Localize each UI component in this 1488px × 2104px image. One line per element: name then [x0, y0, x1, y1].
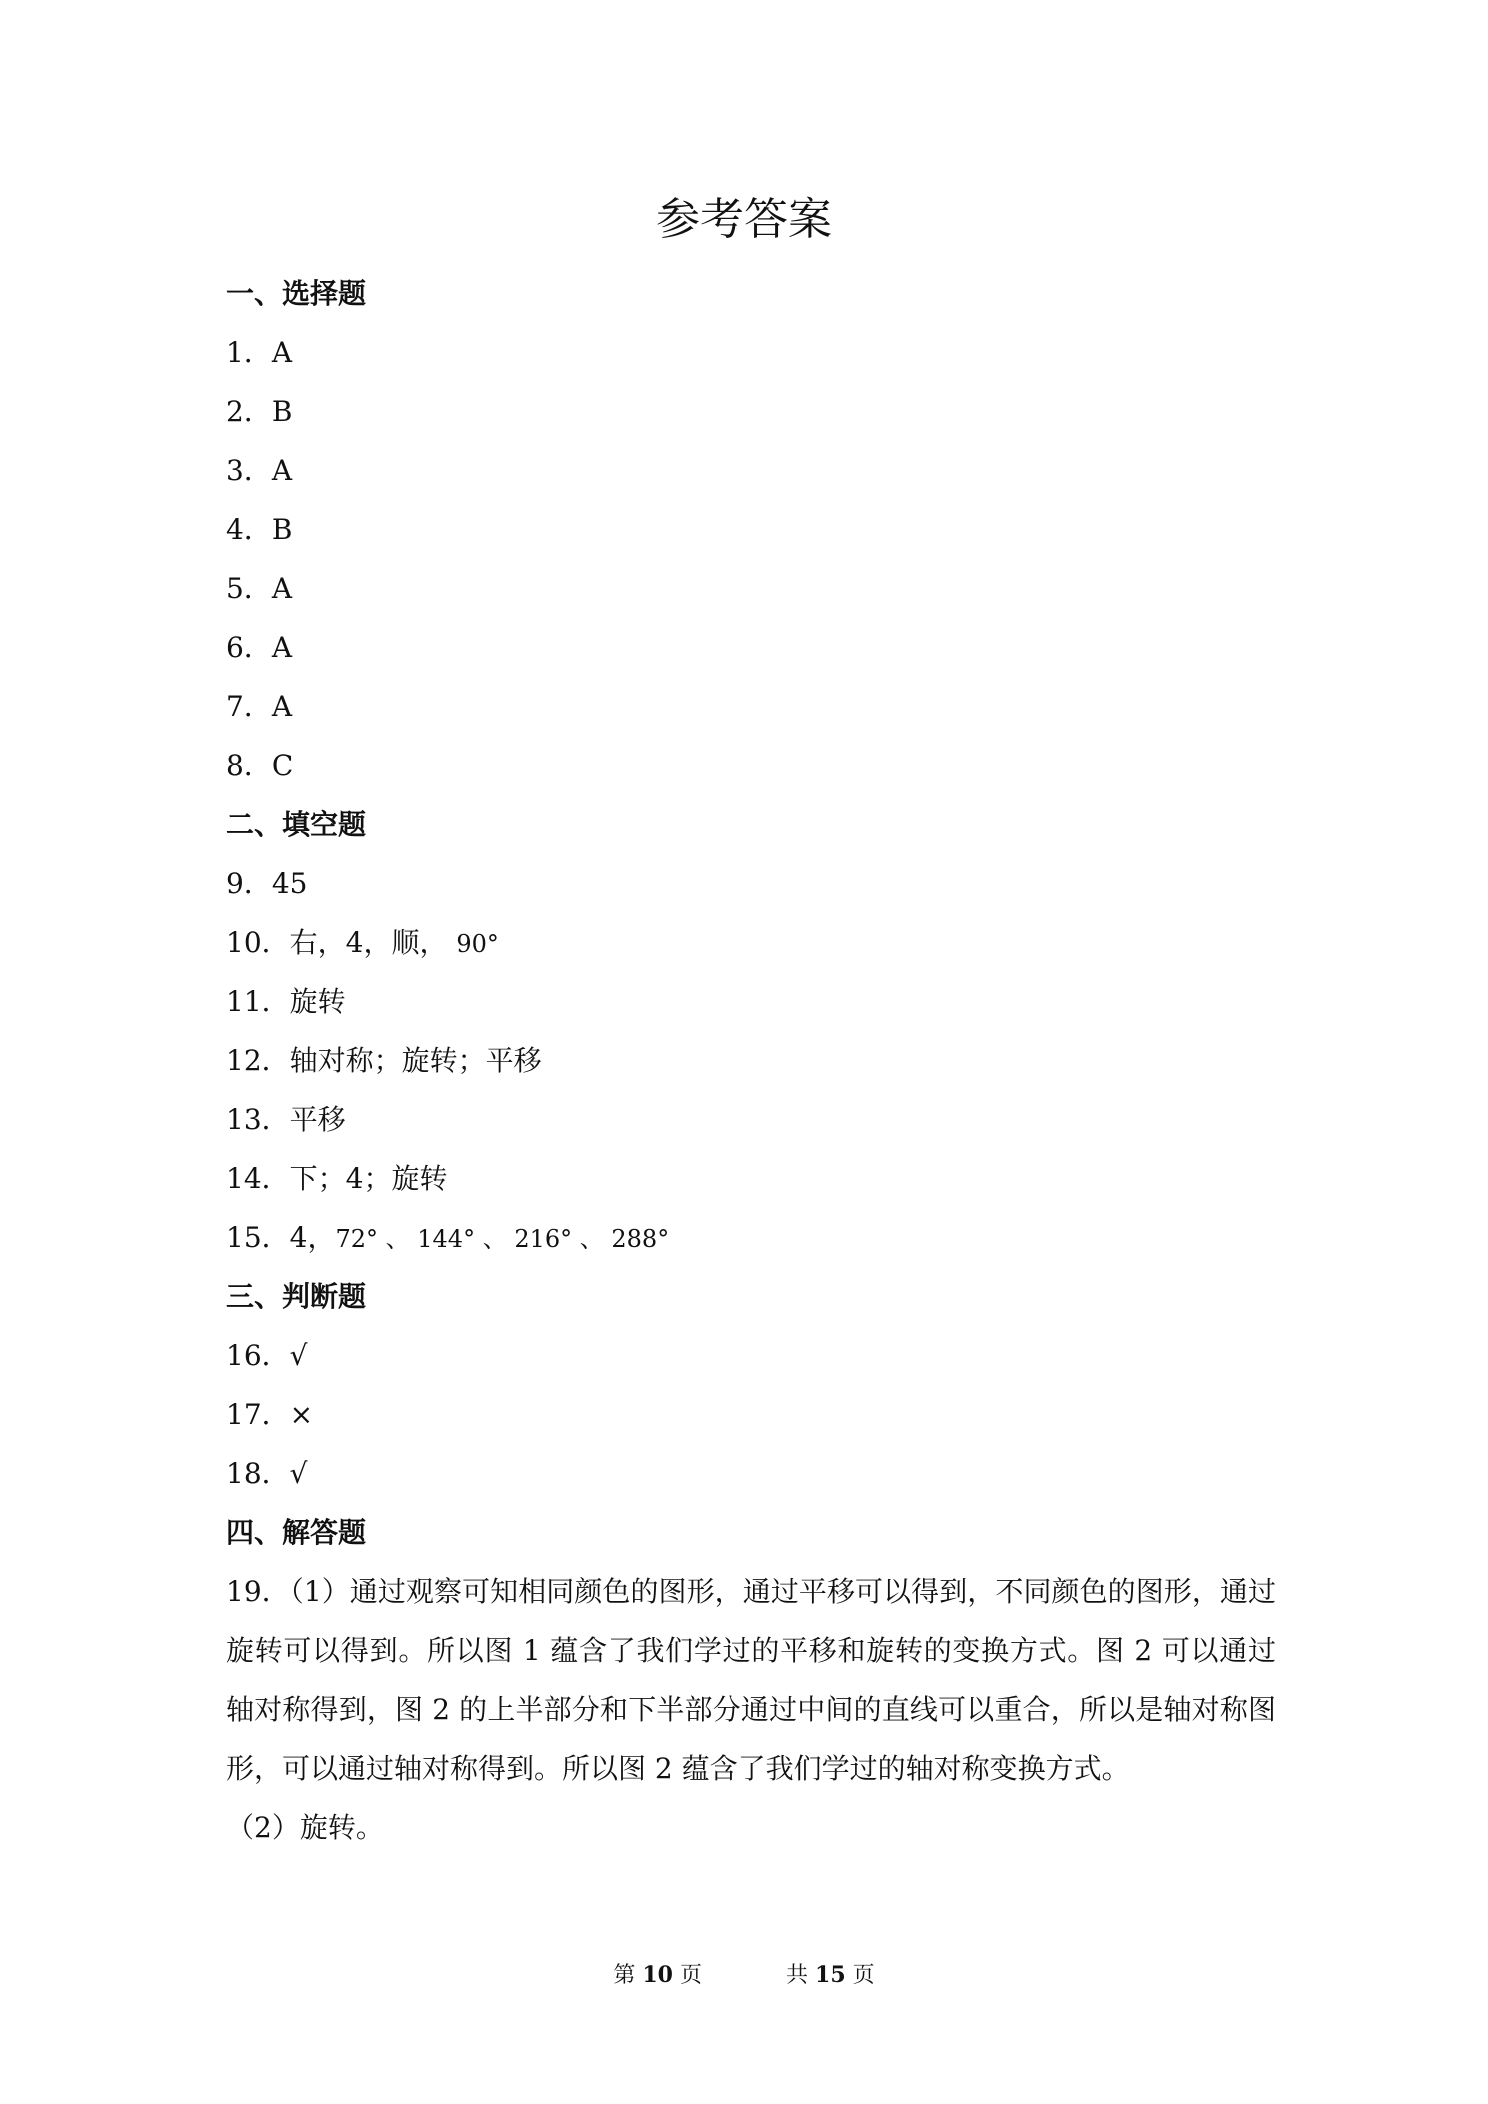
answer-number: 5． — [226, 572, 272, 605]
answer-value: 下；4；旋转 — [289, 1162, 448, 1195]
footer-prefix: 第 — [613, 1963, 636, 1988]
answer-number: 9． — [226, 867, 272, 900]
answer-value: √ — [289, 1339, 308, 1372]
answer-paragraph-19-2: （2）旋转。 — [226, 1811, 384, 1844]
answer-item — [226, 736, 1276, 795]
answer-value: 4， — [289, 1221, 336, 1254]
answer-value: A — [271, 690, 293, 723]
answer-value: 平移 — [289, 1103, 346, 1136]
answer-value: √ — [289, 1457, 308, 1490]
answer-number: 13． — [226, 1103, 290, 1136]
section-heading-fill: 二、填空题 — [226, 808, 367, 841]
answer-value: 轴对称；旋转；平移 — [289, 1044, 542, 1077]
answer-number: 8． — [226, 749, 272, 782]
answer-item — [226, 1090, 1276, 1149]
answer-item — [226, 1326, 1276, 1385]
answer-value: A — [271, 572, 293, 605]
page-footer — [0, 1960, 1488, 1991]
answer-item — [226, 972, 1276, 1031]
answer-value: B — [271, 513, 293, 546]
answer-item — [226, 441, 1276, 500]
footer-page-number: 10 — [642, 1962, 673, 1988]
answer-item — [226, 559, 1276, 618]
page-title: 参考答案 — [656, 194, 832, 245]
answer-angles: 72° 、 144° 、 216° 、 288° — [335, 1225, 670, 1253]
answer-number: 14． — [226, 1162, 290, 1195]
answer-value: 右，4，顺， — [289, 926, 448, 959]
answer-item — [226, 854, 1276, 913]
answer-value: × — [289, 1398, 314, 1431]
answer-item — [226, 382, 1276, 441]
answer-number: 1． — [226, 336, 272, 369]
answer-angle: 90° — [456, 930, 499, 958]
answer-item — [226, 1385, 1276, 1444]
answer-item — [226, 1444, 1276, 1503]
answer-value: 旋转 — [289, 985, 346, 1018]
answer-number: 11． — [226, 985, 290, 1018]
answer-number: 6． — [226, 631, 272, 664]
footer-total-prefix: 共 — [786, 1963, 809, 1988]
answer-number: 18． — [226, 1457, 290, 1490]
answer-paragraph-19-1: 19．（1）通过观察可知相同颜色的图形，通过平移可以得到，不同颜色的图形，通过旋转可以得到。所以图 1 蕴含了我们学过的平移和旋转的变换方式。图 2 可以通过轴对称得到，图 2 的上半部分和下半部分通过中间的直线可以重合，所以是轴对称图形，可以通过轴对称得到。所以图 2 蕴含了我们学过的轴对称变换方式。 — [226, 1575, 1276, 1785]
answer-number: 17． — [226, 1398, 290, 1431]
answer-number: 15． — [226, 1221, 290, 1254]
answer-number: 4． — [226, 513, 272, 546]
answer-number: 7． — [226, 690, 272, 723]
footer-page-unit: 页 — [679, 1963, 702, 1988]
footer-total-unit: 页 — [852, 1963, 875, 1988]
answer-item — [226, 618, 1276, 677]
answer-content — [226, 264, 1276, 1857]
answer-number: 12． — [226, 1044, 290, 1077]
answer-number: 10． — [226, 926, 290, 959]
answer-value: B — [271, 395, 293, 428]
answer-value: 45 — [271, 867, 308, 900]
answer-value: C — [271, 749, 294, 782]
answer-number: 3． — [226, 454, 272, 487]
answer-value: A — [271, 454, 293, 487]
answer-item — [226, 323, 1276, 382]
answer-item — [226, 913, 1276, 972]
section-heading-choice: 一、选择题 — [226, 277, 367, 310]
footer-total-pages: 15 — [815, 1962, 846, 1988]
section-heading-solve: 四、解答题 — [226, 1516, 367, 1549]
answer-value: A — [271, 631, 293, 664]
answer-number: 2． — [226, 395, 272, 428]
answer-item — [226, 677, 1276, 736]
answer-item — [226, 1208, 1276, 1267]
answer-item — [226, 1031, 1276, 1090]
answer-value: A — [271, 336, 293, 369]
answer-item — [226, 1149, 1276, 1208]
section-heading-judge: 三、判断题 — [226, 1280, 367, 1313]
answer-item — [226, 500, 1276, 559]
answer-number: 16． — [226, 1339, 290, 1372]
